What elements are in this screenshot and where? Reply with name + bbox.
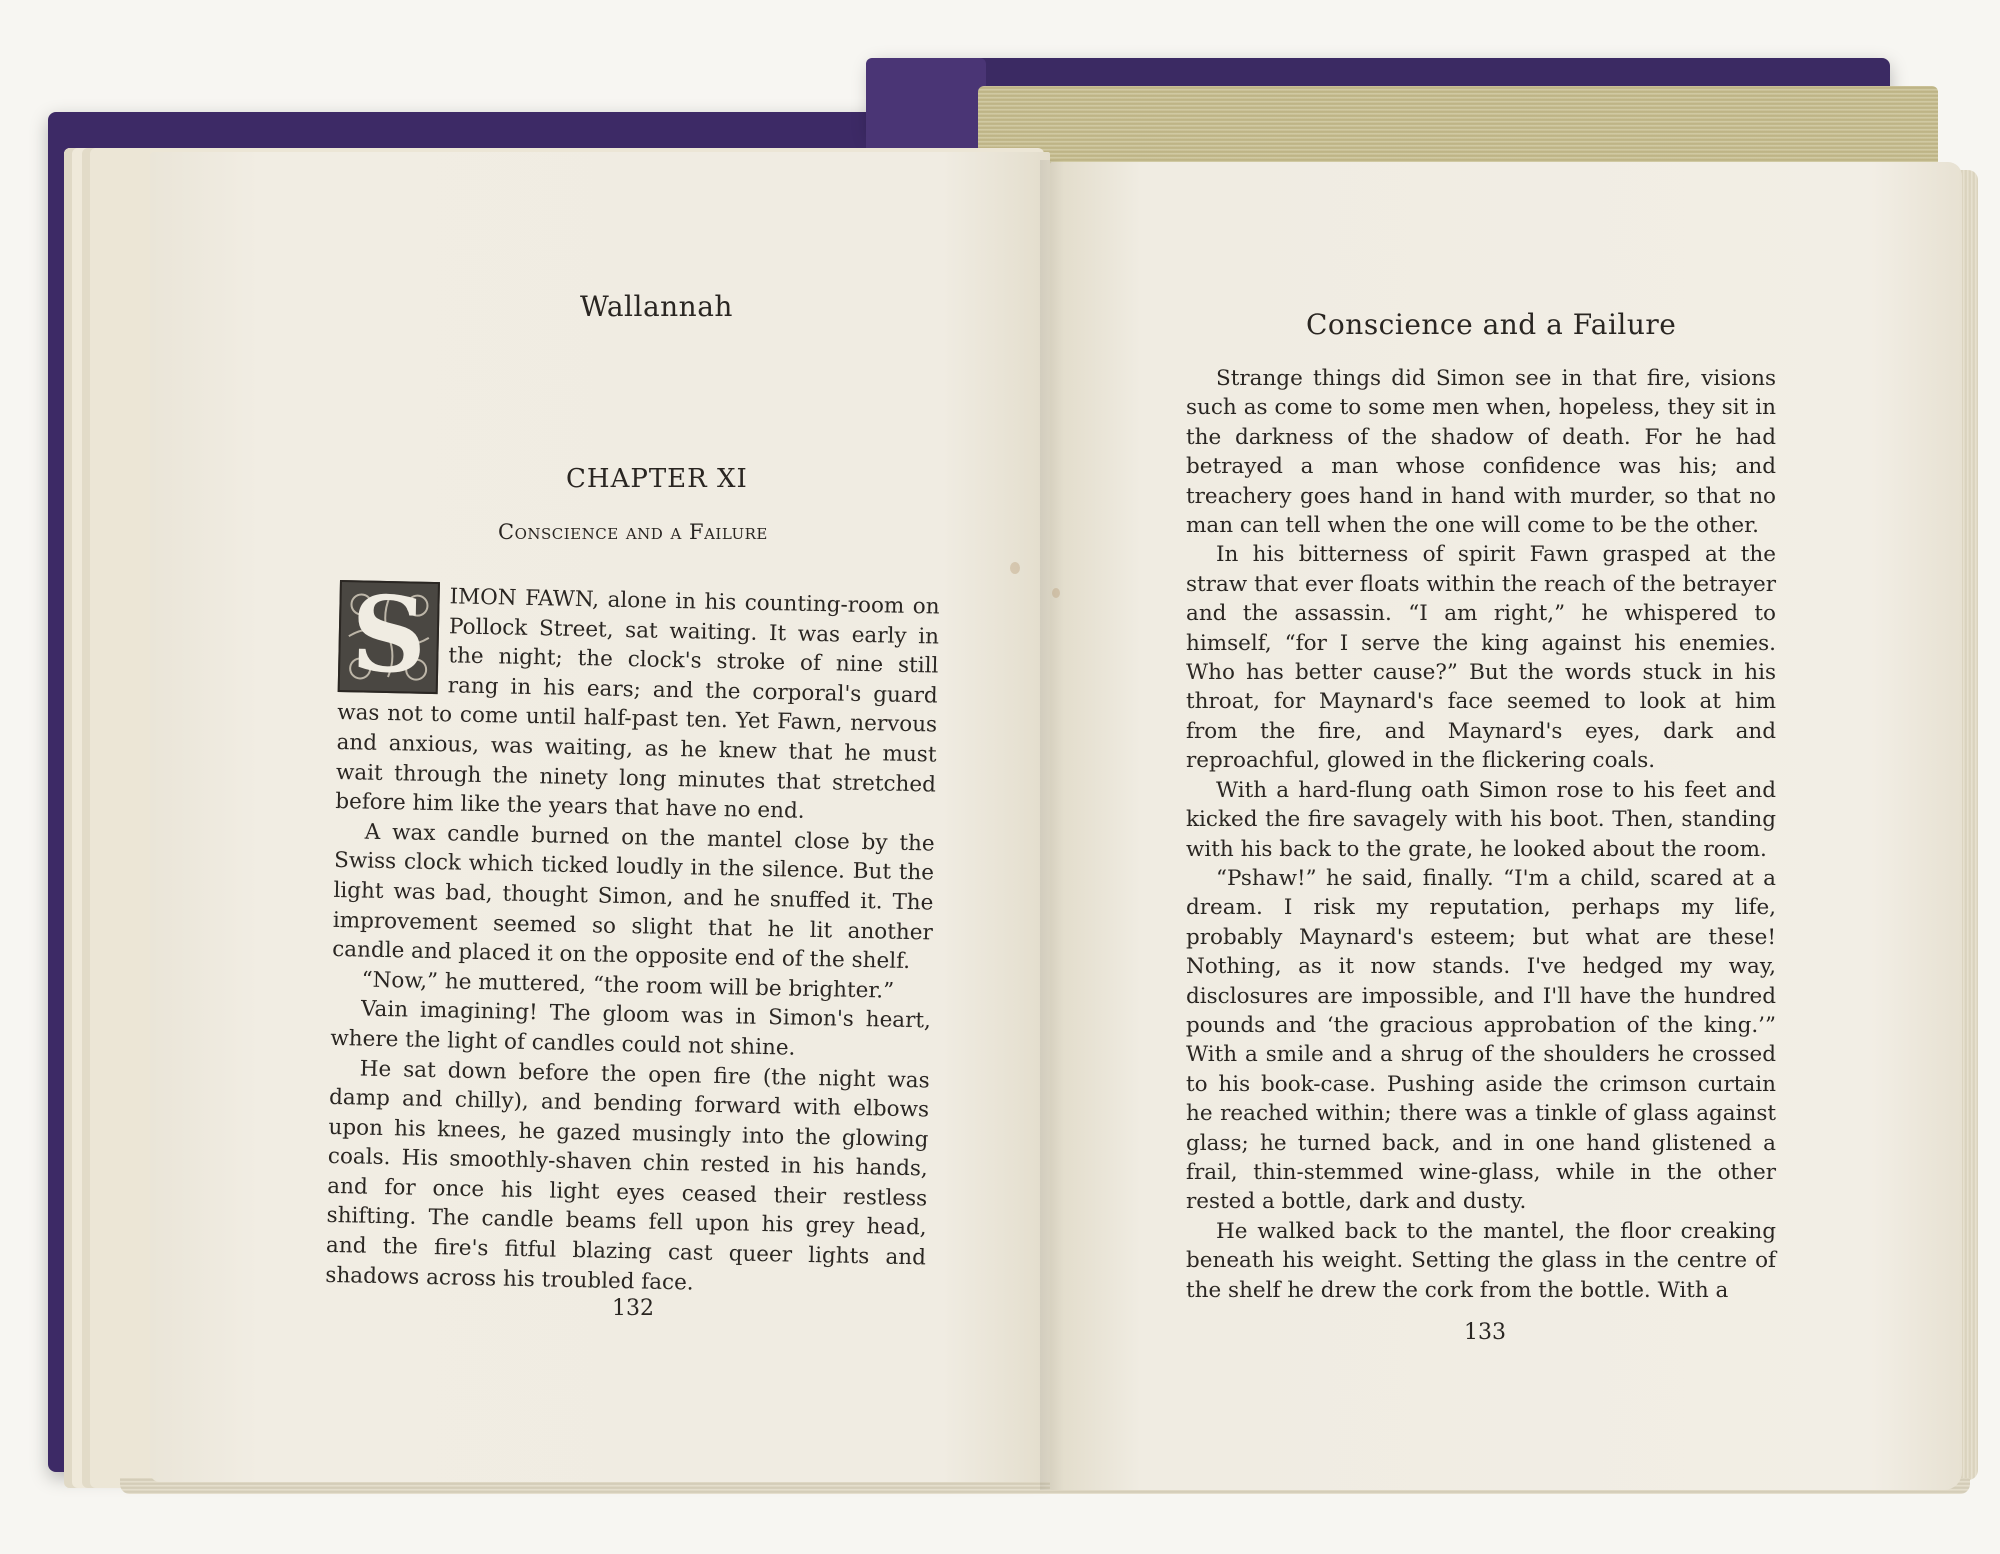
chapter-title: Conscience and a Failure — [498, 520, 768, 544]
paragraph — [335, 572, 940, 829]
chapter-number: CHAPTER XI — [566, 464, 748, 494]
paper-stain — [1010, 562, 1020, 574]
running-head-right: Conscience and a Failure — [1306, 308, 1677, 341]
paragraph-text: alone in his counting-room on Pollock Street, sat waiting. It was early in the night; the clock's stroke of nine still rang in his ears; and the corporal's guard was not to come until half-past ten. Yet Fawn, nervous and anxious, was waiting, as he knew that he must wait through the ninety long minutes that stretched before him like the years that have no end. — [335, 587, 940, 824]
running-head-left: Wallannah — [580, 290, 733, 323]
left-page-body — [325, 572, 940, 1303]
paragraph: “Pshaw!” he said, finally. “I'm a child, scared at a dream. I risk my reputation, perhaps my life, probably Maynard's esteem; but what are these! Nothing, as it now stands. I've hedged my way, disclosures are impossible, and I'll have the hundred pounds and ‘the gracious approbation of the king.’” With a smile and a shrug of the shoulders he crossed to his book-case. Pushing aside the crimson curtain he reached within; there was a tinkle of glass against glass; he turned back, and in one hand glistened a frail, thin-stemmed wine-glass, while in the other rested a bottle, dark and dusty. — [1186, 865, 1776, 1215]
paper-stain — [1052, 588, 1060, 598]
page-edge-top — [978, 86, 1938, 168]
paragraph: With a hard-flung oath Simon rose to his feet and kicked the fire savagely with his boot. Then, standing with his back to the grate, he looked about the room. — [1186, 777, 1776, 862]
first-line-caps: IMON FAWN, — [449, 584, 600, 613]
paragraph: He sat down before the open fire (the night was damp and chilly), and bending forward with elbows upon his knees, he gazed musingly into the glowing coals. His smoothly-shaven chin rested in his hands, and for once his light eyes ceased their restless shifting. The candle beams fell upon his grey head, and the fire's fitful blazing cast queer lights and shadows across his troubled face. — [325, 1056, 930, 1296]
paragraph: He walked back to the mantel, the floor creaking beneath his weight. Setting the glass in the centre of the shelf he drew the cork from the bottle. With a — [1186, 1218, 1776, 1303]
page-number-right: 133 — [1464, 1320, 1506, 1345]
drop-cap-ornament — [338, 572, 440, 697]
page-number-left: 132 — [612, 1296, 654, 1321]
paragraph: Vain imagining! The gloom was in Simon's heart, where the light of candles could not shine. — [330, 996, 932, 1061]
paragraph: In his bitterness of spirit Fawn grasped at the straw that ever floats within the reach of the betrayer and the assassin. “I am right,” he whispered to himself, “for I serve the king against his enemies. Who has better cause?” But the words stuck in his throat, for Maynard's face seemed to look at him from the fire, and Maynard's eyes, dark and reproachful, glowed in the flickering coals. — [1186, 542, 1776, 774]
book-cover-corner — [866, 58, 986, 148]
right-page-body — [1186, 364, 1776, 1305]
page-edge-right — [1960, 170, 1978, 1480]
paragraph: A wax candle burned on the mantel close by the Swiss clock which ticked loudly in the silence. But the light was bad, thought Simon, and he snuffed it. The improvement seemed so slight that he lit another candle and placed it on the opposite end of the shelf. — [331, 819, 935, 975]
paragraph: “Now,” he muttered, “the room will be brighter.” — [361, 967, 895, 1004]
drop-cap-letter: S — [350, 572, 428, 697]
book-gutter — [1040, 160, 1064, 1490]
paragraph: Strange things did Simon see in that fire, visions such as come to some men when, hopeless, they sit in the darkness of the shadow of death. For he had betrayed a man whose confidence was his; and treachery goes hand in hand with murder, so that no man can tell when the one will come to be the other. — [1186, 366, 1776, 539]
